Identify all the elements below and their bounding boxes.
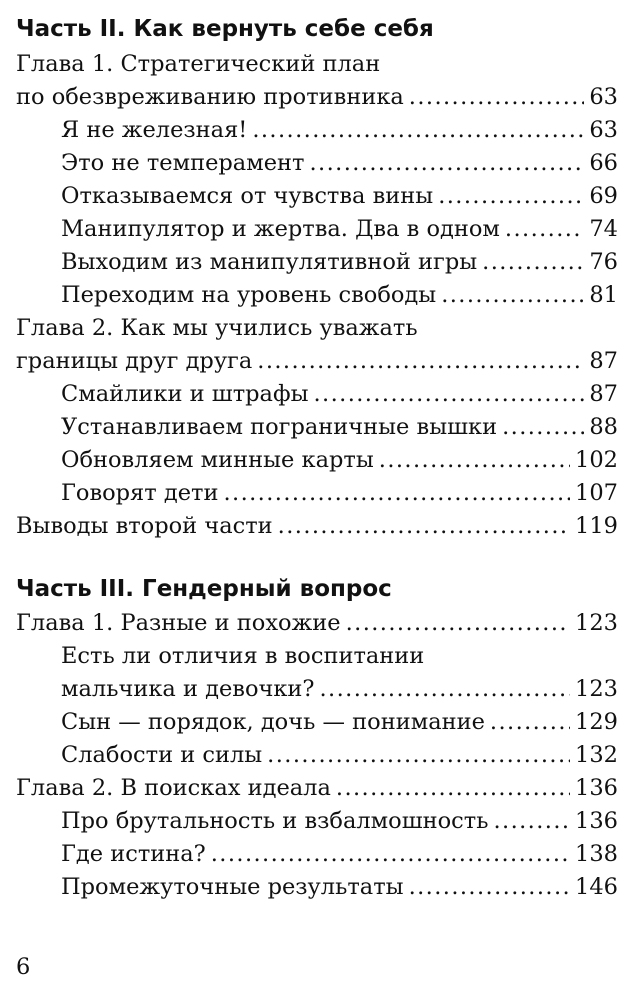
dot-leader xyxy=(252,114,584,147)
toc-page-number: 132 xyxy=(575,742,618,768)
dot-leader xyxy=(438,180,584,213)
toc-page-number: 119 xyxy=(575,513,618,539)
toc-page-number: 63 xyxy=(589,84,618,110)
toc-chapter-1-entry xyxy=(16,607,618,640)
dot-leader xyxy=(278,510,570,543)
toc-page-number: 123 xyxy=(575,676,618,702)
dot-leader xyxy=(502,411,584,444)
toc-page-number: 136 xyxy=(575,775,618,801)
toc-entry xyxy=(61,279,618,312)
toc-page-number: 123 xyxy=(575,610,618,636)
dot-leader xyxy=(490,706,570,739)
toc-entry xyxy=(61,477,618,510)
dot-leader xyxy=(409,81,585,114)
toc-entry-label: Устанавливаем пограничные вышки xyxy=(61,414,498,440)
toc-entry xyxy=(61,411,618,444)
toc-entry-label: Переходим на уровень свободы xyxy=(61,282,437,308)
dot-leader xyxy=(505,213,584,246)
toc-page-number: 81 xyxy=(589,282,618,308)
toc-entry-label: Есть ли отличия в воспитании xyxy=(61,643,425,669)
toc-entry xyxy=(61,739,618,772)
toc-entry-label: Я не железная! xyxy=(61,117,248,143)
toc-chapter-2-title-line1 xyxy=(16,312,618,345)
toc-page-number: 88 xyxy=(589,414,618,440)
toc-chapter-1-title-line1 xyxy=(16,48,618,81)
toc-entry-label: Глава 2. В поисках идеала xyxy=(16,775,331,801)
dot-leader xyxy=(313,378,584,411)
toc-entry-label: Отказываемся от чувства вины xyxy=(61,183,434,209)
page-number: 6 xyxy=(16,954,31,980)
dot-leader xyxy=(346,607,570,640)
toc-entry xyxy=(61,838,618,871)
dot-leader xyxy=(409,871,570,904)
toc-conclusion-entry xyxy=(16,510,618,543)
dot-leader xyxy=(336,772,570,805)
toc-page-number: 63 xyxy=(589,117,618,143)
toc-entry-label: Где истина? xyxy=(61,841,206,867)
dot-leader xyxy=(441,279,584,312)
dot-leader xyxy=(309,147,584,180)
toc-entry xyxy=(61,114,618,147)
toc-entry xyxy=(61,871,618,904)
dot-leader xyxy=(257,345,584,378)
toc-page-number: 107 xyxy=(575,480,618,506)
toc-entry-label: Глава 2. Как мы учились уважать xyxy=(16,315,418,341)
toc-entry-line1 xyxy=(61,640,618,673)
toc-page-number: 66 xyxy=(589,150,618,176)
dot-leader xyxy=(320,673,571,706)
toc-page-number: 69 xyxy=(589,183,618,209)
toc-page-number: 146 xyxy=(575,874,618,900)
dot-leader xyxy=(267,739,570,772)
toc-entry xyxy=(61,444,618,477)
toc-entry-label: мальчика и девочки? xyxy=(61,676,315,702)
toc-entry-label: Выводы второй части xyxy=(16,513,273,539)
toc-chapter-1-entry xyxy=(16,81,618,114)
toc-entry-label: Сын — порядок, дочь — понимание xyxy=(61,709,485,735)
dot-leader xyxy=(379,444,570,477)
toc-page-number: 138 xyxy=(575,841,618,867)
toc-entry-label: Выходим из манипулятивной игры xyxy=(61,249,478,275)
toc-entry xyxy=(61,805,618,838)
toc-entry-label: границы друг друга xyxy=(16,348,253,374)
dot-leader xyxy=(493,805,570,838)
toc-entry xyxy=(61,246,618,279)
part-3-title: Часть III. Гендерный вопрос xyxy=(16,576,392,602)
toc-entry-label: Манипулятор и жертва. Два в одном xyxy=(61,216,500,242)
toc-entry xyxy=(61,673,618,706)
toc-page-number: 76 xyxy=(589,249,618,275)
toc-entry-label: Смайлики и штрафы xyxy=(61,381,309,407)
toc-page-number: 74 xyxy=(589,216,618,242)
toc-entry-label: Говорят дети xyxy=(61,480,219,506)
toc-page-number: 129 xyxy=(575,709,618,735)
dot-leader xyxy=(211,838,570,871)
toc-entry-label: Глава 1. Разные и похожие xyxy=(16,610,341,636)
toc-page-number: 87 xyxy=(589,381,618,407)
toc-entry xyxy=(61,706,618,739)
toc-page-number: 136 xyxy=(575,808,618,834)
toc-entry-label: Обновляем минные карты xyxy=(61,447,374,473)
dot-leader xyxy=(482,246,584,279)
toc-entry-label: по обезвреживанию противника xyxy=(16,84,404,110)
toc-entry-label: Это не темперамент xyxy=(61,150,305,176)
toc-page-number: 102 xyxy=(575,447,618,473)
toc-entry xyxy=(61,180,618,213)
toc-entry xyxy=(61,213,618,246)
toc-entry-label: Про брутальность и взбалмошность xyxy=(61,808,489,834)
toc-chapter-2-entry xyxy=(16,345,618,378)
toc-entry-label: Слабости и силы xyxy=(61,742,263,768)
toc-entry-label: Промежуточные результаты xyxy=(61,874,404,900)
toc-chapter-2-entry xyxy=(16,772,618,805)
toc-entry-label: Глава 1. Стратегический план xyxy=(16,51,381,77)
toc-entry xyxy=(61,147,618,180)
toc-page-number: 87 xyxy=(589,348,618,374)
toc-entry xyxy=(61,378,618,411)
dot-leader xyxy=(223,477,570,510)
part-2-title: Часть II. Как вернуть себе себя xyxy=(16,16,434,42)
